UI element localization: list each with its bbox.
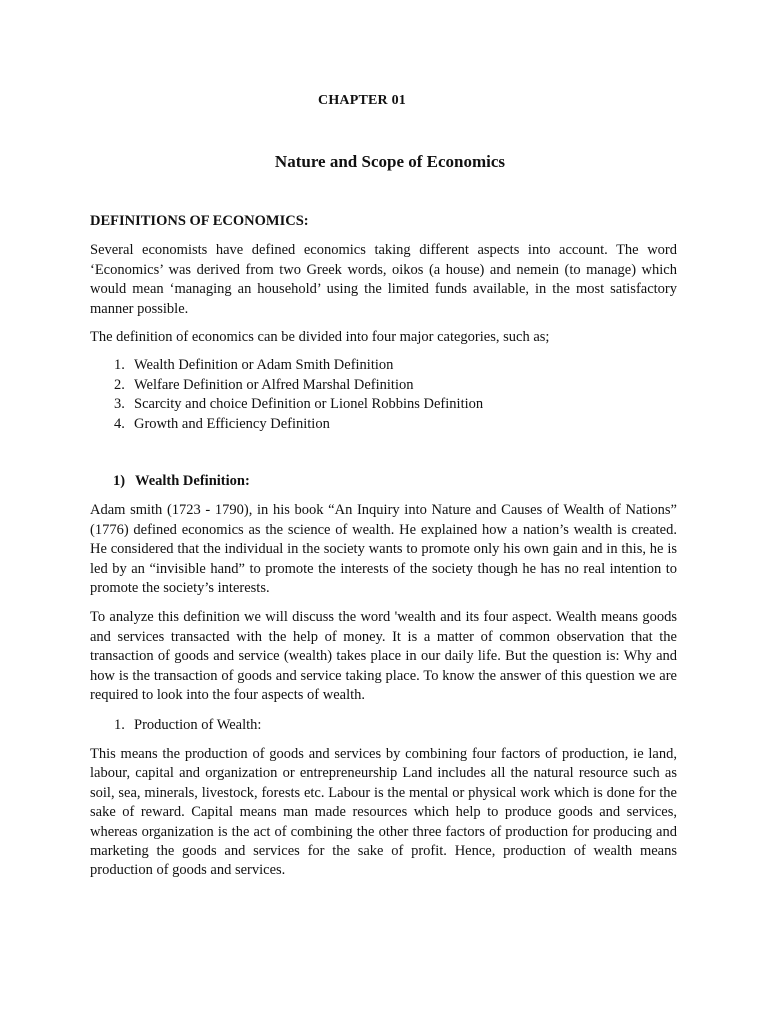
chapter-label: CHAPTER 01 [318, 93, 406, 108]
categories-intro: The definition of economics can be divided into four major categories, such as; [90, 329, 550, 346]
section-heading-text: Wealth Definition: [135, 473, 250, 490]
document-body [90, 212, 677, 881]
list-item [90, 356, 677, 375]
page-title: Nature and Scope of Economics [274, 152, 506, 171]
wealth-paragraph-3: This means the production of goods and services by combining four factors of production, ie land, labour, capital and organization or entrepreneurship Land includes all the natural resource such as soil, sea, minerals, livestock, forests etc. Labour is the mental or physical work which is done for the sake of reward. Capital means man made resources which help to produce goods and services, whereas organization is the act of combining the other three factors of production for producing and marketing the goods and services for the sake of profit. Hence, production of wealth means production of goods and services. [90, 745, 677, 879]
list-number: 1. [114, 716, 125, 733]
list-number: 4. [114, 415, 125, 432]
aspect-list [90, 716, 677, 735]
list-number: 3. [114, 396, 125, 413]
list-text: Scarcity and choice Definition or Lionel Robbins Definition [134, 396, 484, 413]
list-text: Welfare Definition or Alfred Marshal Definition [134, 376, 414, 393]
list-text: Production of Wealth: [134, 716, 262, 733]
wealth-paragraph-1: Adam smith (1723 - 1790), in his book “An Inquiry into Nature and Causes of Wealth of Nations” (1776) defined economics as the science of wealth. He explained how a nation’s wealth is created. He considered that the individual in the society wants to promote only his own gain and in this, he is led by an “invisible hand” to promote the interests of the society though he has no real intention to promote the society’s interests. [90, 502, 677, 597]
list-item [90, 415, 677, 434]
list-number: 1. [114, 357, 125, 374]
list-item [90, 716, 677, 735]
list-item [90, 395, 677, 414]
list-text: Wealth Definition or Adam Smith Definition [134, 357, 394, 374]
list-item [90, 376, 677, 395]
wealth-definition-heading [90, 472, 677, 491]
categories-list [90, 356, 677, 434]
wealth-paragraph-2: To analyze this definition we will discuss the word 'wealth and its four aspect. Wealth means goods and services transacted with the help of money. It is a matter of common observation that the transaction of goods and service (wealth) takes place in our daily life. But the question is: Why and how is the transaction of goods and service taking place. To know the answer of this question we are required to look into the four aspects of wealth. [90, 609, 677, 704]
list-number: 2. [114, 376, 125, 393]
section-number: 1) [113, 473, 126, 490]
intro-paragraph: Several economists have defined economics taking different aspects into account. The word ‘Economics’ was derived from two Greek words, oikos (a house) and nemein (to manage) which would mean ‘managing an household’ using the limited funds available, in the most satisfactory manner possible. [90, 242, 677, 317]
definitions-heading: DEFINITIONS OF ECONOMICS: [90, 213, 309, 229]
list-text: Growth and Efficiency Definition [134, 415, 330, 432]
